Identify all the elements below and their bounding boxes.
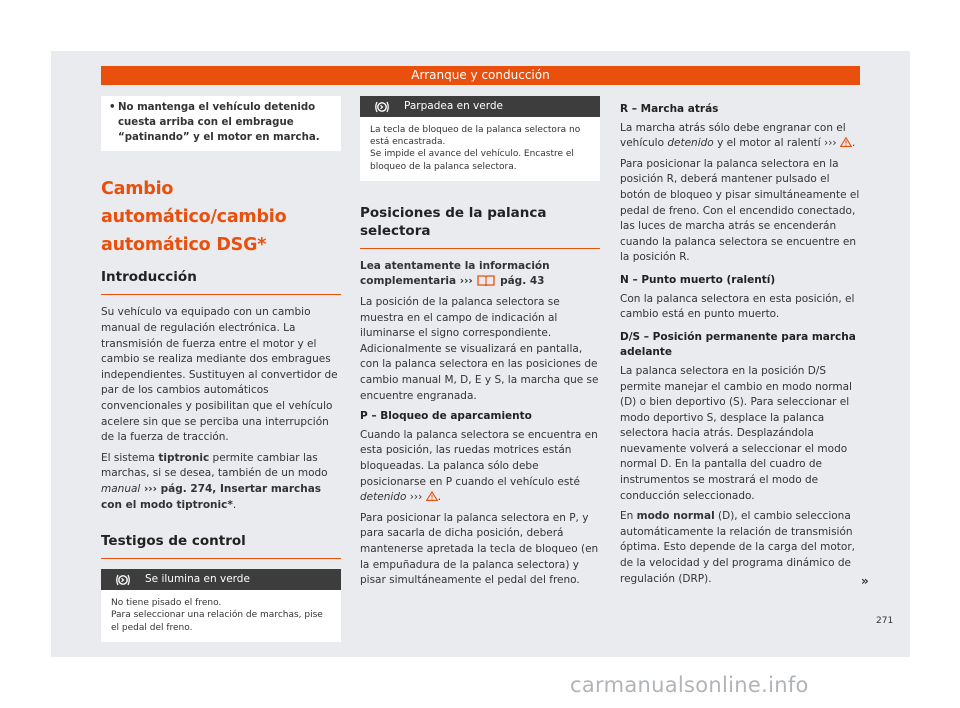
warning-triangle-icon[interactable] [426, 491, 438, 501]
indicator-text-1: No tiene pisado el freno. [111, 598, 222, 609]
indicator-text-2: Para seleccionar una relación de marchas, pise el pedal del freno. [111, 610, 323, 633]
ds-position-heading: D/S – Posición permanente para marcha adelante [620, 330, 856, 359]
manual-page [101, 66, 894, 659]
indicator-header [360, 96, 600, 117]
p-position-paragraph-2: Para posicionar la palanca selectora en P, y para sacarla de dicha posición, deberá mantenerse apretada la tecla de bloqueo (en la empuñadura de la palanca selectora) y pisar simultáneamente el pedal del freno. [360, 511, 599, 587]
chapter-title: Arranque y conducción [411, 68, 550, 82]
r-position-heading: R – Marcha atrás [620, 103, 719, 115]
brake-pedal-lamp-icon [115, 573, 131, 587]
bullet-note [101, 96, 341, 151]
selector-positions-heading: Posiciones de la palanca selectora [360, 195, 600, 249]
column-3 [620, 100, 860, 592]
selector-paragraph-1: La posición de la palanca selectora se muestra en el campo de indicación al iluminarse el signo correspondiente. Adicionalmente se visualizará en pantalla, con la palanca selectora en las posiciones de cambio manual M, D, E y S, la marcha que se encuentre engranada. [360, 296, 599, 402]
bullet-text: • No mantenga el vehículo detenido cuesta arriba con el embrague “patinando” y el motor en marcha. [109, 101, 333, 145]
brake-pedal-lamp-icon [374, 100, 390, 114]
book-icon[interactable] [476, 274, 496, 286]
indicator-green-lit [101, 569, 341, 642]
p-position-paragraph: Cuando la palanca selectora se encuentra en esta posición, las ruedas motrices están bloqueadas. La palanca sólo debe posicionarse en P cuando el vehículo esté detenido ››› . [360, 428, 598, 504]
column-2 [360, 96, 600, 594]
intro-paragraph-1: Su vehículo va equipado con un cambio manual de regulación electrónica. La transmisión de fuerza entre el motor y el cambio se realiza mediante dos embragues independientes. Sustituyen al convertidor de par de los cambios automáticos convencionales y posibilitan que el vehículo acelere sin que se perciba una interrupción de la fuerza de tracción. [101, 306, 338, 444]
watermark: carmanualsonline.info [570, 673, 809, 697]
tiptronic-reference-link[interactable]: ››› pág. 274, Insertar marchas con el modo tiptronic* [101, 482, 322, 511]
indicator-text-2: Se impide el avance del vehículo. Encastre el bloqueo de la palanca selectora. [370, 149, 574, 172]
r-position-paragraph-2: Para posicionar la palanca selectora en la posición R, deberá mantener pulsado el botón de bloqueo y pisar simultáneamente el pedal de freno. Con el encendido conectado, las luces de marcha atrás se encenderán cuando la palanca selectora se encuentre en la posición R. [620, 157, 860, 264]
indicator-text-1: La tecla de bloqueo de la palanca selectora no está encastrada. [370, 125, 581, 148]
warning-lamps-heading: Testigos de control [101, 523, 341, 559]
warning-triangle-icon[interactable] [840, 137, 852, 147]
ds-position-paragraph: La palanca selectora en la posición D/S permite manejar el cambio en modo normal (D) o bien deportivo (S). Para seleccionar el modo deportivo S, desplace la palanca selectora hacia atrás. Desplazándola nuevamente volverá a seleccionar el modo normal D. En la pantalla del cuadro de instrumentos se mostrará el modo de conducción seleccionado. [620, 364, 852, 502]
indicator-title: Parpadea en verde [404, 100, 503, 112]
chapter-header [101, 66, 860, 85]
indicator-header [101, 569, 341, 590]
n-position-paragraph: Con la palanca selectora en esta posición, el cambio está en punto muerto. [620, 292, 855, 321]
r-position-paragraph-1: La marcha atrás sólo debe engranar con el vehículo detenido y el motor al ralentí ››› . [620, 121, 856, 150]
normal-mode-paragraph: En modo normal (D), el cambio selecciona automáticamente la relación de transmisión óptima. Esto depende de la carga del motor, de la velocidad y del programa dinámico de regulación (DRP). [620, 510, 855, 585]
read-more-note: Lea atentamente la información complementaria ››› pág. 43 [360, 259, 550, 288]
n-position-heading: N – Punto muerto (ralentí) [620, 273, 776, 286]
indicator-green-flashing [360, 96, 600, 181]
section-title: Cambio automático/cambio automático DSG* [101, 179, 287, 256]
indicator-title: Se ilumina en verde [145, 573, 250, 586]
p-position-heading: P – Bloqueo de aparcamiento [360, 410, 532, 423]
intro-heading: Introducción [101, 259, 341, 295]
continued-arrow: » [861, 574, 869, 588]
indicator-body [101, 590, 341, 642]
page-number: 271 [876, 616, 894, 626]
indicator-body [360, 117, 600, 181]
intro-paragraph-2: El sistema tiptronic permite cambiar las marchas, si se desea, también de un modo manual ››› pág. 274, Insertar marchas con el modo tiptronic*. [101, 451, 328, 511]
column-1 [101, 96, 341, 642]
tiptronic-term: tiptronic [158, 451, 210, 464]
page-reference-link[interactable]: pág. 43 [496, 275, 545, 288]
